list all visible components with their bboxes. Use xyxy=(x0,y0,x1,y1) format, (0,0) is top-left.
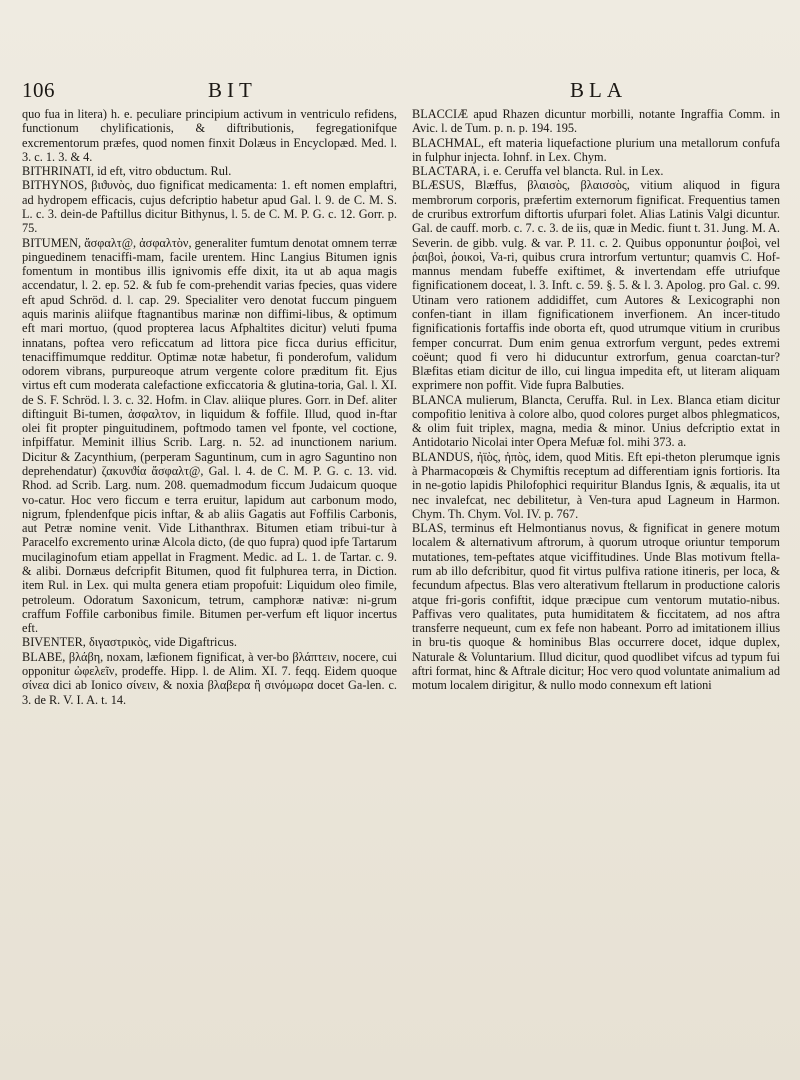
entry-blabe: BLABE, βλάβη, noxam, læfionem fignificat, à ver-bo βλάπτειν, nocere, cui opponitur ὠφελεῖν, prodeffe. Hipp. l. de Alim. XI. 7. feqq. Eidem quoque σίνεα dici ab Ionico σίνειν, & noxia βλαβερα ἢ σινόμωρα docet Ga-len. c. 3. de R. V. I. A. t. 14. xyxy=(22,649,397,707)
entry-blactara: BLACTARA, i. e. Ceruffa vel blancta. Rul. in Lex. xyxy=(412,164,664,179)
entry-blandus: BLANDUS, ἠϊὸς, ἠπὸς, idem, quod Mitis. Eft epi-theton plerumque ignis à Pharmacopœis & Chymiftis receptum ad differentiam ignis fortioris. Ita in ne-gotio lapidis Philofophici requiritur Blandus Ignis, & æqualis, ita ut nec invalefcat, nec debilitetur, à Ven-tura apud Lagneum in Harmon. Chym. Th. Chym. Vol. IV. p. 767. xyxy=(412,449,780,521)
entry-blanca: BLANCA mulierum, Blancta, Ceruffa. Rul. in Lex. Blanca etiam dicitur compofitio lenitiva à colore albo, quod colores purget albos phlegmaticos, & olim fuit triplex, magna, media & minor. Unius defcriptio extat in Antidotario Nicolai inter Opera Mefuæ fol. mihi 373. a. xyxy=(412,392,780,450)
entry-bitumen: BITUMEN, ἄσφαλτ@, ἀσφαλτὸν, generaliter fumtum denotat omnem terræ pinguedinem tenaciffi-mam, facile urentem. Hinc Langius Bitumen ignis fomentum in montibus illis ignivomis effe dixit, ita ut ab aqua magis accendatur, l. 2. ep. 52. & fub fe com-prehendit varias fpecies, quas videre eft apud Schröd. d. l. cap. 29. Specialiter vero denotat fuccum pinguem aquis marinis aliifque ftagnantibus marinæ non diffimi-libus, & optimum eft mari mortuo, (quod propterea lacus Afphaltites dicitur) veluti fpuma innatans, poftea vero reficcatum ad littora pice ficca durius efficitur, tenaciffimumque redditur. Optimæ notæ habetur, fi ponderofum, validum odorem vibrans, purpureoque atrum vergente colore præditum fit. Ejus virtus eft cum moderata calefactione exficcatoria & glutina-toria, Gal. l. XI. de S. F. Schröd. l. 3. c. 32. Hofm. in Clav. aliique plures. Gorr. in Def. aliter diftinguit Bi-tumen, ἀσφαλτον, in liquidum & foffile. Illud, quod in-ftar olei fit propter pinguitudinem, poftmodo tamen vel fponte, vel coctione, infpiffatur. Meminit illius Scrib. Larg. n. 52. ad inunctionem narium. Dicitur & Zacynthium, (perperam Saguntinum, cum in agro Saguntino non deprehendatur) ζακυνϑία ἄσφαλτ@, Gal. l. 4. de C. M. P. G. c. 13. vid. Rhod. ad Scrib. Larg. num. 208. quemadmodum ficcum Judaicum quoque vo-catur. Hoc vero ficcum e terra eruitur, lapidum aut carbonum modo, nigrum, fplendenfque picis inftar, & ab aliis Gagatis aut Foffilis Carbonis, aut Petræ nomine venit. Vide Lithanthrax. Bitumen etiam tribui-tur à Paracelfo excremento urinæ Alcola dicto, (de quo fupra) quod ipfe Tartarum mucilaginofum etiam appellat in Fragment. Medic. ad L. 1. de Tartar. c. 9. & alibi. Dornæus defcripfit Bitumen, quod fit fulphurea terra, in Diction. item Rul. in Lex. qui multa genera etiam propofuit: Liquidum oleo fimile, petroleum. Odoratum Saxonicum, tetrum, camphoræ nativæ: ni-grum craffum Foffile carbonibus fimile. Bitumen per-verfum eft liquor incertus eft. xyxy=(22,235,397,636)
entry-bithynos: BITHYNOS, βιϑυνὸς, duo fignificat medicamenta: 1. eft nomen emplaftri, ad hydropem efficacis, cujus defcriptio habetur apud Gal. l. 9. de C. M. S. L. c. 3. dein-de Paftillus dicitur Bithynus, l. 5. de C. M. P. G. c. 12. Gorr. p. 75. xyxy=(22,178,397,236)
entry-blaesus: BLÆSUS, Blæffus, βλαισὸς, βλαισσὸς, vitium aliquod in figura membrorum corporis, præfertim externorum fignificat. Frequentius tamen de cruribus extrorfum diftortis ufurpari folet. Alias Latinis Valgi dicuntur. Gal. de cauff. morb. c. 7. c. 3. de iis, quæ in Medic. fiunt t. 31. Jung. M. A. Severin. de gibb. vulg. & var. P. 11. c. 2. Quibus opponuntur ῥοιβοὶ, vel ῥαιβοὶ, ῥοικοὶ, Va-ri, quibus crura introrfum vertuntur; quamvis C. Hof-mannus mendam fubeffe exiftimet, & invertendam effe utriufque fignificationem doceat, l. 3. Inft. c. 59. §. 5. & l. 3. Apolog. pro Gal. c. 99. Utinam vero rationem addidiffet, cum Autores & Lexicographi non confen-tiant in illam fignificationem inverfionem. An incer-titudo fignificationis fortaffis inde oborta eft, quod utrumque vitium in cruribus femper concurrat. Dum enim genua extrorfum vergunt, pedes extremi coëunt; quod fi vero hi diducuntur extrorfum, genua coarctan-tur? Blæfitas etiam dicitur de illo, cui lingua impedita eft, ut literam aliquam exprimere non poffit. Vide fupra Balbuties. xyxy=(412,178,780,393)
page-number: 106 xyxy=(22,78,55,102)
entry-paragraph: quo fua in litera) h. e. peculiare principium activum in ventriculo refidens, functionum chylificationis, & diftributionis, fegregationifque excrementorum præfes, quod nomen finxit Dolæus in Encyclopæd. Med. l. 3. c. 1. 3. & 4. xyxy=(22,107,397,164)
left-column xyxy=(22,107,397,1067)
running-head-right: BLA xyxy=(570,78,627,102)
running-head-left: BIT xyxy=(208,78,257,102)
entry-blachmal: BLACHMAL, eft materia liquefactione plurium una metallorum confufa in fulphur injecta. Iohnf. in Lex. Chym. xyxy=(412,135,780,164)
page-header xyxy=(0,78,800,104)
entry-blas: BLAS, terminus eft Helmontianus novus, & fignificat in genere motum localem & alternativum aftrorum, à quorum utroque oriuntur temporum mutationes, tem-peftates atque viciffitudines. Unde Blas motivum ftella-rum ab illo defcribitur, quod fit virtus pulfiva ratione itineris, per loca, & fecundum afpectus. Blas vero alterativum ftellarum in productione caloris atque fri-goris confiftit, idque præcipue cum ventorum mutatio-nibus. Paffivas vero qualitates, puta humiditatem & ficcitatem, ad nos aftra transferre nequeunt, cum ex fefe non habeant. Porro ad imitationem illius in bru-tis quoque & hominibus Blas occurrere docet, idque duplex, Naturale & Voluntarium. Illud dicitur, quod quodlibet vifcus ad typum fui aftri format, hinc & Aftrale dicitur; Hoc vero quod voluntate animalium ad motum localem dirigitur, & nullo modo connexum eft lationi xyxy=(412,521,780,693)
entry-biventer: BIVENTER, διγαστρικὸς, vide Digaftricus. xyxy=(22,635,237,650)
right-column xyxy=(412,107,780,1067)
entry-blacciae: BLACCIÆ apud Rhazen dicuntur morbilli, notante Ingraffia Comm. in Avic. l. de Tum. p. n. p. 194. 195. xyxy=(412,107,780,136)
entry-bithrinati: BITHRINATI, id eft, vitro obductum. Rul. xyxy=(22,164,232,179)
